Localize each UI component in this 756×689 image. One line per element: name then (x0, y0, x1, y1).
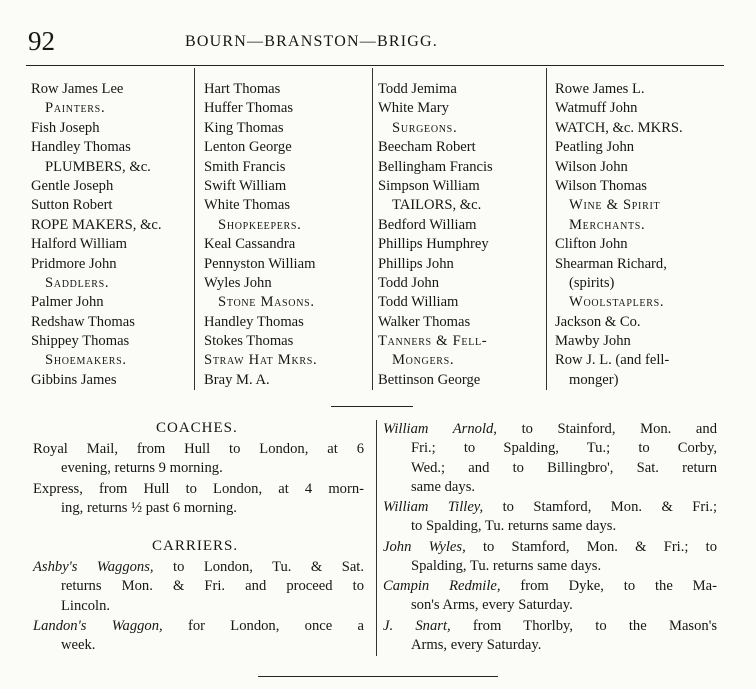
directory-entry: (spirits) (569, 274, 615, 291)
directory-entry: Simpson William (378, 177, 480, 194)
trade-heading: Saddlers. (45, 274, 110, 291)
column-divider (376, 420, 377, 656)
directory-entry: TAILORS, &c. (392, 197, 482, 214)
directory-entry: Bedford William (378, 216, 477, 233)
column-divider (372, 68, 373, 390)
directory-entry: PLUMBERS, &c. (45, 158, 151, 175)
carrier-entry-ashby (33, 558, 364, 616)
trade-heading: Mongers. (392, 352, 455, 369)
entry-line: returns Mon. & Fri. and proceed to (61, 578, 364, 595)
entry-line: Royal Mail, from Hull to London, at 6 (33, 441, 364, 457)
directory-entry: Redshaw Thomas (31, 313, 135, 330)
directory-entry: Row James Lee (31, 81, 124, 97)
carriers-heading: CARRIERS. (152, 538, 239, 554)
directory-entry: Wyles John (204, 274, 272, 291)
directory-entry: Jackson & Co. (555, 313, 641, 330)
directory-entry: White Mary (378, 100, 449, 117)
directory-entry: Walker Thomas (378, 313, 471, 330)
carrier-name: J. Snart, (383, 618, 451, 634)
entry-text: to Stamford, Mon. & Fri.; to (465, 539, 718, 555)
directory-entry: Pennyston William (204, 255, 316, 272)
carrier-name: Landon's Waggon, (33, 618, 163, 634)
directory-entry: Huffer Thomas (204, 100, 294, 117)
entry-line: ing, returns ½ past 6 morning. (61, 500, 237, 517)
directory-entry: Todd Jemima (378, 81, 457, 97)
directory-entry: Watmuff John (555, 100, 638, 117)
directory-entry: White Thomas (204, 197, 291, 214)
entry-line: to Spalding, Tu. returns same days. (411, 518, 617, 535)
carrier-entry-wyles (383, 538, 717, 577)
column-divider (546, 68, 547, 390)
directory-entry: monger) (569, 371, 619, 388)
directory-entry: Hart Thomas (204, 81, 281, 97)
directory-column-1 (31, 80, 162, 390)
header-rule (26, 65, 724, 66)
trade-heading: Stone Masons. (218, 294, 315, 311)
carrier-entry-snart (383, 617, 717, 656)
carrier-entry-tilley (383, 498, 717, 537)
coaches-heading: COACHES. (156, 420, 238, 436)
directory-entry: Bray M. A. (204, 371, 270, 388)
trade-heading: Straw Hat Mkrs. (204, 352, 318, 369)
directory-entry: Wilson John (555, 158, 628, 175)
page-number: 92 (28, 26, 55, 56)
coach-entry-express (33, 480, 364, 519)
directory-entry: Swift William (204, 177, 287, 194)
carrier-name: Ashby's Waggons, (33, 559, 154, 575)
directory-entry: Beecham Robert (378, 139, 476, 156)
entry-line: evening, returns 9 morning. (61, 460, 223, 477)
trade-heading: Wine & Spirit (569, 197, 661, 214)
trade-heading: Shopkeepers. (218, 216, 302, 233)
directory-entry: Gentle Joseph (31, 177, 114, 194)
entry-line: Spalding, Tu. returns same days. (411, 558, 602, 575)
directory-entry: Stokes Thomas (204, 333, 294, 350)
entry-line: Wed.; and to Billingbro', Sat. return (411, 459, 717, 476)
directory-entry: Keal Cassandra (204, 236, 296, 253)
directory-entry: Row J. L. (and fell- (555, 352, 670, 369)
entry-text: to Stamford, Mon. & Fri.; (483, 499, 718, 515)
directory-entry: Bellingham Francis (378, 158, 493, 175)
trade-heading: Tanners & Fell- (378, 333, 488, 350)
directory-entry: King Thomas (204, 119, 284, 136)
section-rule (331, 406, 413, 407)
directory-entry: Mawby John (555, 333, 631, 350)
directory-entry: Shippey Thomas (31, 333, 130, 350)
directory-entry: Peatling John (555, 139, 635, 156)
entry-line: Express, from Hull to London, at 4 morn- (33, 481, 364, 497)
directory-entry: Wilson Thomas (555, 177, 647, 194)
running-head: BOURN—BRANSTON—BRIGG. (185, 33, 438, 50)
entry-line: Lincoln. (61, 597, 111, 614)
carrier-entry-arnold (383, 420, 717, 498)
entry-text: to London, Tu. & Sat. (153, 559, 364, 575)
directory-entry: Todd John (378, 274, 440, 291)
directory-entry: Fish Joseph (31, 119, 100, 136)
trade-heading: Merchants. (569, 216, 646, 233)
directory-entry: Phillips John (378, 255, 454, 272)
directory-entry: Shearman Richard, (555, 255, 667, 272)
entry-line: week. (61, 637, 96, 654)
directory-entry: WATCH, &c. MKRS. (555, 119, 683, 136)
directory-entry: Todd William (378, 294, 459, 311)
carrier-name: Campin Redmile, (383, 578, 501, 594)
trade-heading: Painters. (45, 100, 106, 117)
entry-line: Fri.; to Spalding, Tu.; to Corby, (411, 440, 717, 457)
directory-entry: Rowe James L. (555, 81, 645, 97)
directory-entry: Clifton John (555, 236, 628, 253)
directory-column-2 (204, 80, 317, 390)
coach-entry-royal-mail (33, 440, 364, 479)
entry-text: from Thorlby, to the Mason's (450, 618, 717, 634)
directory-entry: ROPE MAKERS, &c. (31, 216, 162, 233)
carrier-entry-redmile (383, 577, 717, 616)
directory-entry: Smith Francis (204, 158, 286, 175)
entry-text: from Dyke, to the Ma- (500, 578, 717, 594)
entry-line: same days. (411, 479, 476, 496)
directory-entry: Phillips Humphrey (378, 236, 489, 253)
directory-entry: Sutton Robert (31, 197, 113, 214)
directory-entry: Halford William (31, 236, 128, 253)
directory-column-3 (378, 80, 493, 390)
entry-line: Arms, every Saturday. (411, 637, 542, 654)
directory-entry: Handley Thomas (204, 313, 304, 330)
directory-entry: Lenton George (204, 139, 292, 156)
entry-text: for London, once a (162, 618, 365, 634)
entry-text: to Stainford, Mon. and (496, 421, 717, 437)
column-divider (194, 68, 195, 390)
directory-entry: Gibbins James (31, 371, 117, 388)
trade-heading: Surgeons. (392, 119, 458, 136)
directory-entry: Palmer John (31, 294, 104, 311)
directory-column-4 (555, 80, 683, 390)
footer-rule (258, 676, 498, 677)
carrier-entry-landon (33, 617, 364, 656)
carrier-name: William Tilley, (383, 499, 484, 515)
directory-entry: Pridmore John (31, 255, 117, 272)
carrier-name: John Wyles, (383, 539, 466, 555)
entry-line: son's Arms, every Saturday. (411, 597, 573, 614)
trade-heading: Shoemakers. (45, 352, 127, 369)
directory-entry: Bettinson George (378, 371, 481, 388)
directory-entry: Handley Thomas (31, 139, 131, 156)
carrier-name: William Arnold, (383, 421, 497, 437)
trade-heading: Woolstaplers. (569, 294, 665, 311)
